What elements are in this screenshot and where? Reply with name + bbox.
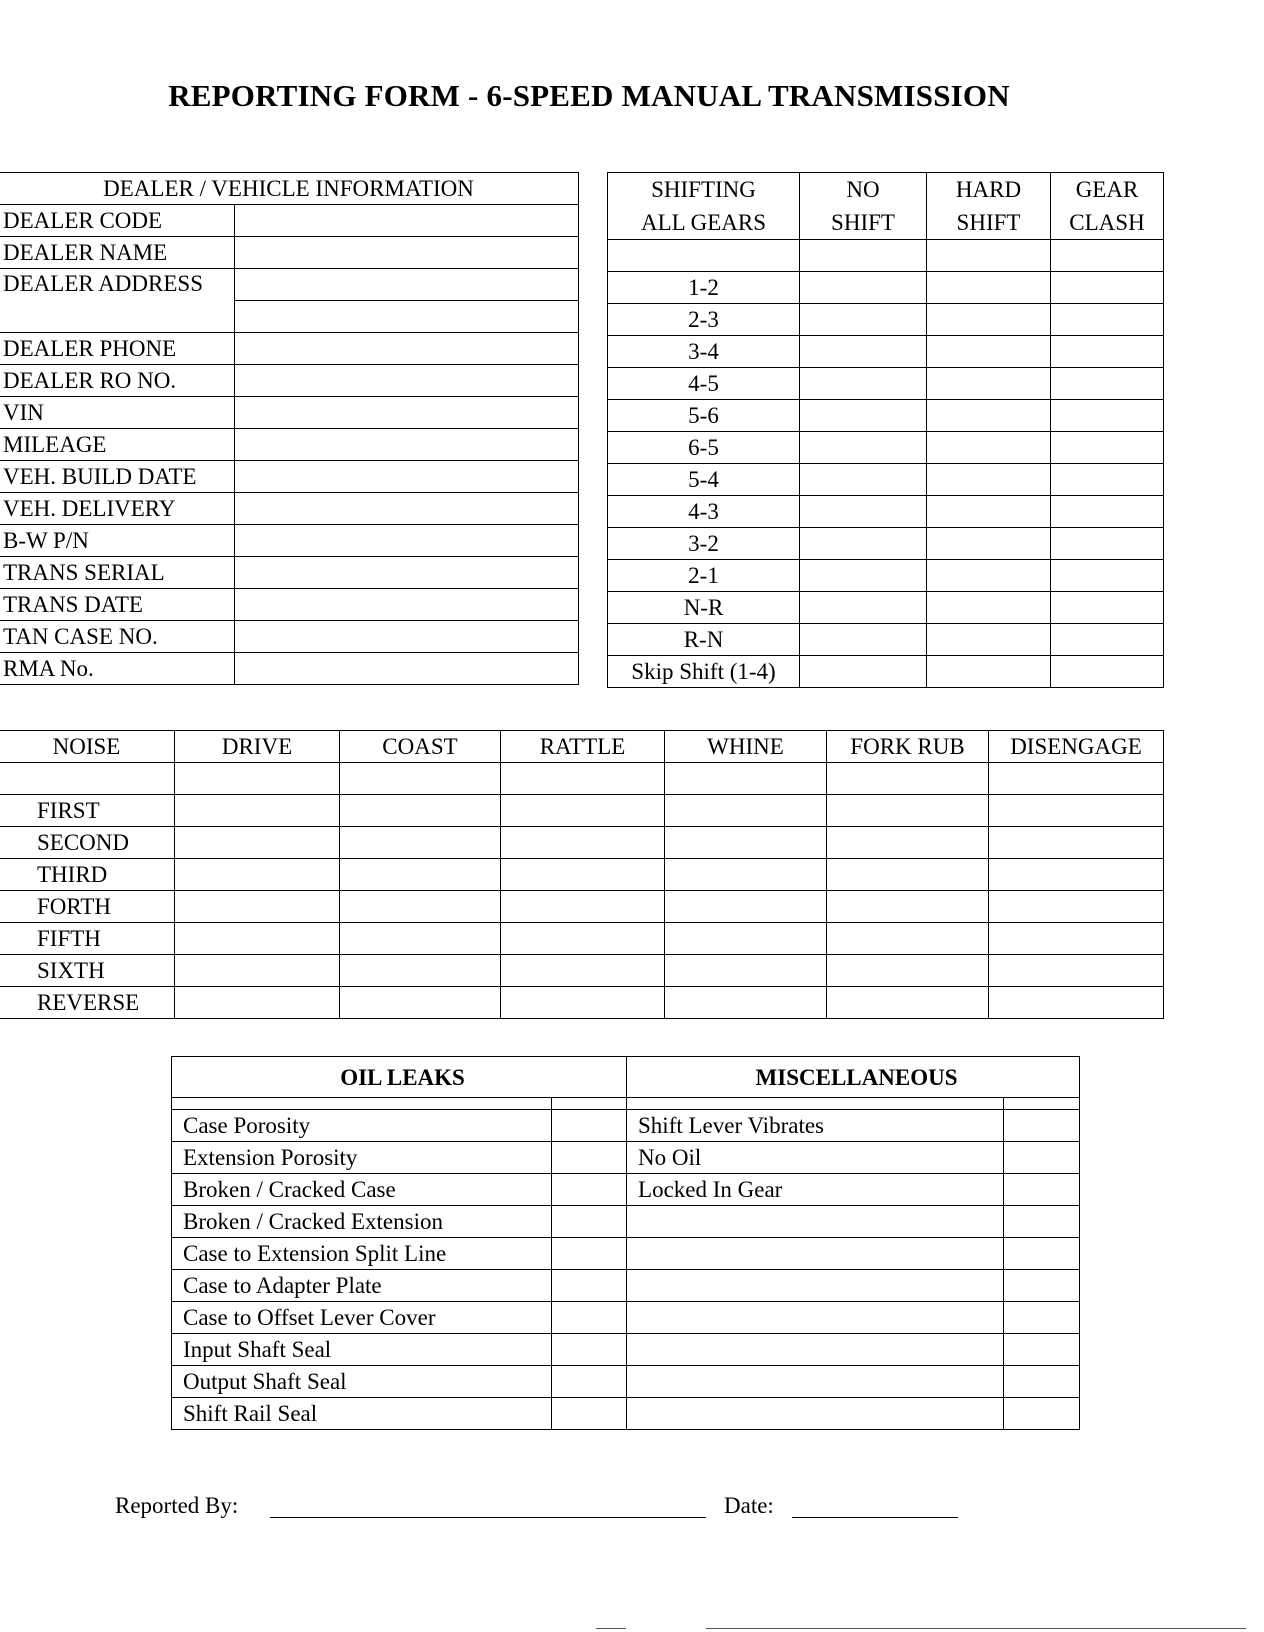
oil-leaks-header: OIL LEAKS <box>172 1057 627 1098</box>
shifting-check-cell[interactable] <box>800 432 927 464</box>
misc-label: No Oil <box>627 1142 1004 1174</box>
header-line: SHIFT <box>956 210 1021 235</box>
shifting-row <box>608 592 1164 624</box>
dealer-address-line2-input[interactable] <box>235 301 579 333</box>
dealer-header-row <box>0 173 579 205</box>
dealer-field-label: RMA No. <box>0 653 235 685</box>
spacer-cell <box>1004 1098 1080 1110</box>
noise-check-cell[interactable] <box>501 891 665 923</box>
noise-check-cell[interactable] <box>665 891 827 923</box>
noise-check-cell[interactable] <box>827 827 989 859</box>
shifting-row-label: 1-2 <box>608 272 800 304</box>
oil-leak-label: Broken / Cracked Extension <box>172 1206 552 1238</box>
shifting-check-cell[interactable] <box>800 656 927 688</box>
noise-check-cell[interactable] <box>827 955 989 987</box>
noise-row <box>0 987 1164 1019</box>
noise-check-cell[interactable] <box>989 923 1164 955</box>
dealer-row <box>0 237 579 269</box>
header-line: CLASH <box>1069 210 1145 235</box>
shifting-row <box>608 400 1164 432</box>
noise-check-cell[interactable] <box>340 827 501 859</box>
noise-check-cell[interactable] <box>175 859 340 891</box>
noise-check-cell[interactable] <box>989 987 1164 1019</box>
reported-by-line[interactable] <box>270 1517 706 1518</box>
misc-label <box>627 1238 1004 1270</box>
shifting-row-label: 4-3 <box>608 496 800 528</box>
header-line: GEAR <box>1075 177 1139 202</box>
header-line: ALL GEARS <box>640 210 766 235</box>
misc-label <box>627 1398 1004 1430</box>
misc-check-cell[interactable] <box>1004 1110 1080 1142</box>
shifting-row <box>608 240 1164 272</box>
shifting-check-cell[interactable] <box>1051 336 1164 368</box>
misc-check-cell[interactable] <box>1004 1270 1080 1302</box>
noise-check-cell[interactable] <box>989 859 1164 891</box>
shifting-check-cell[interactable] <box>927 432 1051 464</box>
shifting-row <box>608 528 1164 560</box>
noise-row-label: THIRD <box>0 859 175 891</box>
shifting-row-label: 2-1 <box>608 560 800 592</box>
shifting-check-cell[interactable] <box>927 592 1051 624</box>
noise-check-cell[interactable] <box>501 827 665 859</box>
shifting-check-cell[interactable] <box>800 400 927 432</box>
noise-check-cell[interactable] <box>665 955 827 987</box>
scan-edge-line <box>706 1628 1246 1629</box>
dealer-row <box>0 429 579 461</box>
noise-column-header: DISENGAGE <box>989 731 1164 763</box>
oil-leaks-misc-table <box>171 1056 1080 1430</box>
oil-leak-check-cell[interactable] <box>552 1270 627 1302</box>
misc-label: Shift Lever Vibrates <box>627 1110 1004 1142</box>
dealer-field-label: DEALER PHONE <box>0 333 235 365</box>
noise-check-cell[interactable] <box>340 923 501 955</box>
noise-check-cell[interactable] <box>827 987 989 1019</box>
noise-column-header: DRIVE <box>175 731 340 763</box>
shifting-table <box>607 172 1164 688</box>
dealer-row <box>0 461 579 493</box>
oil-leak-label: Case to Adapter Plate <box>172 1270 552 1302</box>
oil-misc-row <box>172 1270 1080 1302</box>
dealer-field-label: TAN CASE NO. <box>0 621 235 653</box>
shifting-check-cell[interactable] <box>1051 528 1164 560</box>
oil-leak-label: Shift Rail Seal <box>172 1398 552 1430</box>
dealer-row <box>0 653 579 685</box>
dealer-field-label: VIN <box>0 397 235 429</box>
noise-check-cell[interactable] <box>827 763 989 795</box>
dealer-field-label: VEH. DELIVERY <box>0 493 235 525</box>
noise-check-cell[interactable] <box>989 763 1164 795</box>
noise-row-label <box>0 763 175 795</box>
noise-table <box>0 730 1164 1019</box>
shifting-check-cell[interactable] <box>1051 240 1164 272</box>
oil-leak-label: Input Shaft Seal <box>172 1334 552 1366</box>
noise-row <box>0 827 1164 859</box>
noise-check-cell[interactable] <box>989 795 1164 827</box>
shifting-check-cell[interactable] <box>800 528 927 560</box>
shifting-check-cell[interactable] <box>800 496 927 528</box>
header-line: SHIFTING <box>651 177 756 202</box>
noise-column-header: COAST <box>340 731 501 763</box>
noise-check-cell[interactable] <box>989 827 1164 859</box>
noise-check-cell[interactable] <box>665 795 827 827</box>
scan-mark <box>596 1628 626 1629</box>
oil-leak-check-cell[interactable] <box>552 1174 627 1206</box>
noise-check-cell[interactable] <box>827 891 989 923</box>
noise-check-cell[interactable] <box>989 891 1164 923</box>
oil-misc-row <box>172 1206 1080 1238</box>
dealer-field-label: VEH. BUILD DATE <box>0 461 235 493</box>
shifting-check-cell[interactable] <box>800 368 927 400</box>
header-line: NO <box>846 177 880 202</box>
oil-misc-row <box>172 1142 1080 1174</box>
dealer-row <box>0 205 579 237</box>
oil-misc-row <box>172 1366 1080 1398</box>
misc-label <box>627 1270 1004 1302</box>
noise-check-cell[interactable] <box>175 795 340 827</box>
noise-column-header: RATTLE <box>501 731 665 763</box>
shifting-check-cell[interactable] <box>1051 464 1164 496</box>
shifting-check-cell[interactable] <box>800 240 927 272</box>
dealer-field-label: DEALER RO NO. <box>0 365 235 397</box>
shifting-row <box>608 304 1164 336</box>
dealer-row <box>0 621 579 653</box>
noise-row-label: REVERSE <box>0 987 175 1019</box>
dealer-vehicle-info-table <box>0 172 579 685</box>
misc-label <box>627 1366 1004 1398</box>
oil-leak-label: Output Shaft Seal <box>172 1366 552 1398</box>
spacer-cell <box>627 1098 1004 1110</box>
dealer-field-input[interactable] <box>235 397 579 429</box>
shifting-row-label: 5-4 <box>608 464 800 496</box>
noise-check-cell[interactable] <box>501 923 665 955</box>
oil-leak-check-cell[interactable] <box>552 1206 627 1238</box>
oil-leak-label: Case to Offset Lever Cover <box>172 1302 552 1334</box>
misc-label <box>627 1302 1004 1334</box>
misc-check-cell[interactable] <box>1004 1174 1080 1206</box>
shifting-check-cell[interactable] <box>927 496 1051 528</box>
oil-leak-label: Case Porosity <box>172 1110 552 1142</box>
noise-row <box>0 859 1164 891</box>
dealer-field-input[interactable] <box>235 461 579 493</box>
noise-check-cell[interactable] <box>501 859 665 891</box>
noise-check-cell[interactable] <box>340 987 501 1019</box>
shifting-check-cell[interactable] <box>800 464 927 496</box>
noise-check-cell[interactable] <box>501 955 665 987</box>
form-title: REPORTING FORM - 6-SPEED MANUAL TRANSMISSION <box>168 78 1010 113</box>
noise-check-cell[interactable] <box>340 891 501 923</box>
shifting-column-header <box>927 173 1051 240</box>
shifting-check-cell[interactable] <box>800 592 927 624</box>
shifting-check-cell[interactable] <box>1051 560 1164 592</box>
noise-check-cell[interactable] <box>665 987 827 1019</box>
shifting-check-cell[interactable] <box>1051 272 1164 304</box>
dealer-field-input[interactable] <box>235 269 579 301</box>
oil-misc-row <box>172 1334 1080 1366</box>
dealer-row <box>0 589 579 621</box>
shifting-row <box>608 336 1164 368</box>
misc-check-cell[interactable] <box>1004 1142 1080 1174</box>
spacer-cell <box>552 1098 627 1110</box>
noise-row-label: FIRST <box>0 795 175 827</box>
misc-label <box>627 1334 1004 1366</box>
noise-check-cell[interactable] <box>501 795 665 827</box>
shifting-row-label: R-N <box>608 624 800 656</box>
dealer-field-input[interactable] <box>235 653 579 685</box>
noise-check-cell[interactable] <box>340 859 501 891</box>
dealer-header: DEALER / VEHICLE INFORMATION <box>0 173 579 205</box>
misc-check-cell[interactable] <box>1004 1334 1080 1366</box>
noise-row <box>0 795 1164 827</box>
header-line: SHIFT <box>831 210 895 235</box>
dealer-row <box>0 493 579 525</box>
noise-check-cell[interactable] <box>501 763 665 795</box>
shifting-check-cell[interactable] <box>1051 592 1164 624</box>
misc-check-cell[interactable] <box>1004 1206 1080 1238</box>
shifting-check-cell[interactable] <box>927 656 1051 688</box>
shifting-check-cell[interactable] <box>927 560 1051 592</box>
oil-misc-row <box>172 1110 1080 1142</box>
dealer-row <box>0 269 579 301</box>
noise-check-cell[interactable] <box>989 955 1164 987</box>
misc-check-cell[interactable] <box>1004 1238 1080 1270</box>
misc-label: Locked In Gear <box>627 1174 1004 1206</box>
dealer-field-input[interactable] <box>235 205 579 237</box>
shifting-row-label: 5-6 <box>608 400 800 432</box>
noise-check-cell[interactable] <box>175 763 340 795</box>
noise-check-cell[interactable] <box>175 955 340 987</box>
noise-check-cell[interactable] <box>175 923 340 955</box>
shifting-check-cell[interactable] <box>927 336 1051 368</box>
noise-row <box>0 891 1164 923</box>
noise-row-label: SIXTH <box>0 955 175 987</box>
noise-check-cell[interactable] <box>340 955 501 987</box>
dealer-row <box>0 365 579 397</box>
dealer-field-label: DEALER ADDRESS <box>0 269 235 333</box>
dealer-field-input[interactable] <box>235 525 579 557</box>
noise-row <box>0 923 1164 955</box>
shifting-check-cell[interactable] <box>800 624 927 656</box>
shifting-check-cell[interactable] <box>927 304 1051 336</box>
dealer-field-input[interactable] <box>235 557 579 589</box>
shifting-check-cell[interactable] <box>927 528 1051 560</box>
noise-check-cell[interactable] <box>665 923 827 955</box>
noise-column-header: NOISE <box>0 731 175 763</box>
oil-leak-check-cell[interactable] <box>552 1302 627 1334</box>
shifting-check-cell[interactable] <box>800 560 927 592</box>
noise-check-cell[interactable] <box>827 859 989 891</box>
shifting-check-cell[interactable] <box>1051 304 1164 336</box>
shifting-column-header <box>1051 173 1164 240</box>
oil-leak-check-cell[interactable] <box>552 1366 627 1398</box>
shifting-check-cell[interactable] <box>800 272 927 304</box>
dealer-field-input[interactable] <box>235 589 579 621</box>
noise-check-cell[interactable] <box>175 987 340 1019</box>
shifting-check-cell[interactable] <box>1051 368 1164 400</box>
misc-check-cell[interactable] <box>1004 1398 1080 1430</box>
shifting-header-row <box>608 173 1164 240</box>
header-line: HARD <box>955 177 1022 202</box>
dealer-field-input[interactable] <box>235 429 579 461</box>
noise-check-cell[interactable] <box>665 763 827 795</box>
shifting-check-cell[interactable] <box>927 464 1051 496</box>
misc-check-cell[interactable] <box>1004 1302 1080 1334</box>
dealer-field-label: DEALER CODE <box>0 205 235 237</box>
shifting-check-cell[interactable] <box>927 400 1051 432</box>
noise-check-cell[interactable] <box>827 923 989 955</box>
oil-leak-label: Case to Extension Split Line <box>172 1238 552 1270</box>
shifting-row-label: 2-3 <box>608 304 800 336</box>
shifting-check-cell[interactable] <box>800 336 927 368</box>
dealer-field-label: B-W P/N <box>0 525 235 557</box>
oil-leak-check-cell[interactable] <box>552 1238 627 1270</box>
noise-check-cell[interactable] <box>340 795 501 827</box>
shifting-row <box>608 432 1164 464</box>
shifting-check-cell[interactable] <box>1051 400 1164 432</box>
noise-header-row <box>0 731 1164 763</box>
oil-leak-check-cell[interactable] <box>552 1142 627 1174</box>
shifting-check-cell[interactable] <box>1051 496 1164 528</box>
shifting-row-label: 3-2 <box>608 528 800 560</box>
dealer-field-input[interactable] <box>235 237 579 269</box>
misc-header: MISCELLANEOUS <box>627 1057 1080 1098</box>
oil-leak-check-cell[interactable] <box>552 1110 627 1142</box>
shifting-check-cell[interactable] <box>927 624 1051 656</box>
spacer-cell <box>172 1098 552 1110</box>
shifting-column-header <box>608 173 800 240</box>
dealer-row <box>0 333 579 365</box>
spacer-row <box>172 1098 1080 1110</box>
shifting-row <box>608 272 1164 304</box>
dealer-field-input[interactable] <box>235 333 579 365</box>
shifting-check-cell[interactable] <box>1051 432 1164 464</box>
dealer-row <box>0 557 579 589</box>
shifting-check-cell[interactable] <box>927 240 1051 272</box>
misc-label <box>627 1206 1004 1238</box>
noise-check-cell[interactable] <box>665 827 827 859</box>
oil-misc-row <box>172 1302 1080 1334</box>
dealer-field-label: TRANS DATE <box>0 589 235 621</box>
shifting-check-cell[interactable] <box>800 304 927 336</box>
shifting-row-label <box>608 240 800 272</box>
reported-by-label: Reported By: <box>115 1493 239 1518</box>
date-line[interactable] <box>792 1517 958 1518</box>
noise-column-header: WHINE <box>665 731 827 763</box>
noise-check-cell[interactable] <box>827 795 989 827</box>
noise-check-cell[interactable] <box>665 859 827 891</box>
shifting-row <box>608 464 1164 496</box>
date-label: Date: <box>724 1493 774 1518</box>
noise-check-cell[interactable] <box>501 987 665 1019</box>
dealer-field-label: DEALER NAME <box>0 237 235 269</box>
dealer-field-input[interactable] <box>235 493 579 525</box>
oil-misc-row <box>172 1238 1080 1270</box>
dealer-row <box>0 397 579 429</box>
oil-misc-row <box>172 1174 1080 1206</box>
oil-leak-label: Broken / Cracked Case <box>172 1174 552 1206</box>
oil-misc-header-row <box>172 1057 1080 1098</box>
dealer-field-input[interactable] <box>235 621 579 653</box>
shifting-row-label: Skip Shift (1-4) <box>608 656 800 688</box>
oil-leak-check-cell[interactable] <box>552 1398 627 1430</box>
dealer-field-label: MILEAGE <box>0 429 235 461</box>
oil-leak-label: Extension Porosity <box>172 1142 552 1174</box>
shifting-row-label: 6-5 <box>608 432 800 464</box>
shifting-row <box>608 624 1164 656</box>
shifting-row <box>608 496 1164 528</box>
noise-row-label: FORTH <box>0 891 175 923</box>
noise-row-label: SECOND <box>0 827 175 859</box>
shifting-row-label: 4-5 <box>608 368 800 400</box>
shifting-row-label: 3-4 <box>608 336 800 368</box>
noise-check-cell[interactable] <box>175 827 340 859</box>
shifting-row-label: N-R <box>608 592 800 624</box>
shifting-check-cell[interactable] <box>1051 656 1164 688</box>
noise-column-header: FORK RUB <box>827 731 989 763</box>
shifting-row <box>608 656 1164 688</box>
shifting-check-cell[interactable] <box>1051 624 1164 656</box>
noise-check-cell[interactable] <box>340 763 501 795</box>
noise-row <box>0 763 1164 795</box>
misc-check-cell[interactable] <box>1004 1366 1080 1398</box>
shifting-check-cell[interactable] <box>927 368 1051 400</box>
shifting-row <box>608 560 1164 592</box>
dealer-field-label: TRANS SERIAL <box>0 557 235 589</box>
oil-misc-row <box>172 1398 1080 1430</box>
shifting-row <box>608 368 1164 400</box>
noise-row-label: FIFTH <box>0 923 175 955</box>
dealer-field-input[interactable] <box>235 365 579 397</box>
noise-row <box>0 955 1164 987</box>
oil-leak-check-cell[interactable] <box>552 1334 627 1366</box>
dealer-row <box>0 525 579 557</box>
shifting-column-header <box>800 173 927 240</box>
shifting-check-cell[interactable] <box>927 272 1051 304</box>
noise-check-cell[interactable] <box>175 891 340 923</box>
